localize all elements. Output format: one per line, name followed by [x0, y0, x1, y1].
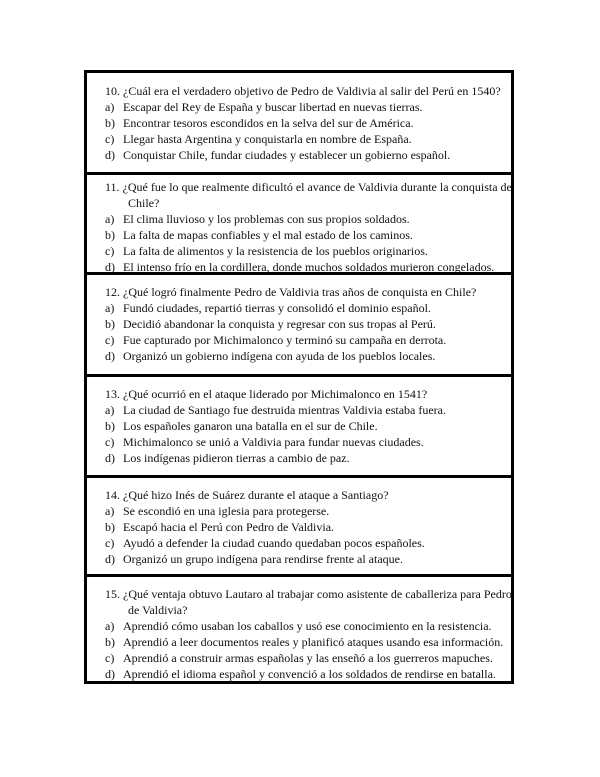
- question-line: [105, 179, 512, 195]
- option-letter: d): [105, 148, 115, 162]
- question-text: ¿Qué fue lo que realmente dificultó el avance de Valdivia durante la conquista de: [122, 180, 512, 194]
- option-b[interactable]: [105, 519, 505, 535]
- option-letter: c): [105, 435, 115, 449]
- option-text: Aprendió el idioma español y convenció a los soldados de rendirse en batalla.: [123, 667, 496, 681]
- question-number: 10.: [105, 84, 120, 98]
- option-text: Los indígenas pidieron tierras a cambio de paz.: [123, 451, 350, 465]
- option-text: La ciudad de Santiago fue destruida mientras Valdivia estaba fuera.: [123, 403, 446, 417]
- option-b[interactable]: [105, 227, 505, 243]
- option-a[interactable]: [105, 402, 505, 418]
- option-b[interactable]: [105, 634, 505, 650]
- option-text: El clima lluvioso y los problemas con sus propios soldados.: [123, 212, 410, 226]
- option-letter: b): [105, 228, 115, 242]
- option-c[interactable]: [105, 650, 505, 666]
- option-text: Ayudó a defender la ciudad cuando quedaban pocos españoles.: [123, 536, 425, 550]
- question-text: ¿Qué ventaja obtuvo Lautaro al trabajar como asistente de caballeriza para Pedro: [123, 587, 512, 601]
- question-block-10: [87, 73, 511, 172]
- option-letter: a): [105, 403, 115, 417]
- option-c[interactable]: [105, 434, 505, 450]
- option-letter: b): [105, 116, 115, 130]
- option-letter: a): [105, 212, 115, 226]
- option-letter: a): [105, 100, 115, 114]
- option-d[interactable]: [105, 666, 505, 682]
- option-a[interactable]: [105, 211, 505, 227]
- option-d[interactable]: [105, 450, 505, 466]
- option-text: Escapar del Rey de España y buscar libertad en nuevas tierras.: [123, 100, 423, 114]
- option-a[interactable]: [105, 618, 505, 634]
- question-line: [105, 386, 505, 402]
- question-block-11: [87, 172, 511, 272]
- question-text: ¿Qué ocurrió en el ataque liderado por Michimalonco en 1541?: [123, 387, 428, 401]
- option-text: Los españoles ganaron una batalla en el sur de Chile.: [123, 419, 378, 433]
- option-text: Michimalonco se unió a Valdivia para fundar nuevas ciudades.: [123, 435, 424, 449]
- option-text: La falta de mapas confiables y el mal estado de los caminos.: [123, 228, 413, 242]
- option-letter: a): [105, 301, 115, 315]
- option-letter: a): [105, 504, 115, 518]
- option-b[interactable]: [105, 418, 505, 434]
- option-text: Decidió abandonar la conquista y regresar con sus tropas al Perú.: [123, 317, 436, 331]
- option-a[interactable]: [105, 503, 505, 519]
- option-letter: d): [105, 552, 115, 566]
- option-letter: d): [105, 260, 115, 274]
- question-block-15: [87, 574, 511, 681]
- option-text: Conquistar Chile, fundar ciudades y establecer un gobierno español.: [123, 148, 451, 162]
- option-letter: b): [105, 635, 115, 649]
- question-block-13: [87, 374, 511, 475]
- question-line: [105, 487, 505, 503]
- option-letter: c): [105, 536, 115, 550]
- option-text: Escapó hacia el Perú con Pedro de Valdivia.: [123, 520, 335, 534]
- option-letter: c): [105, 333, 115, 347]
- option-text: Organizó un grupo indígena para rendirse frente al ataque.: [123, 552, 403, 566]
- option-text: Organizó un gobierno indígena con ayuda de los pueblos locales.: [123, 349, 436, 363]
- option-letter: c): [105, 244, 115, 258]
- quiz-box: [84, 70, 514, 684]
- option-d[interactable]: [105, 551, 505, 567]
- question-number: 14.: [105, 488, 120, 502]
- question-line: [105, 284, 505, 300]
- option-text: Fundó ciudades, repartió tierras y consolidó el dominio español.: [123, 301, 431, 315]
- option-b[interactable]: [105, 316, 505, 332]
- question-number: 11.: [105, 180, 120, 194]
- option-letter: d): [105, 349, 115, 363]
- option-letter: c): [105, 132, 115, 146]
- question-block-14: [87, 475, 511, 574]
- option-text: Encontrar tesoros escondidos en la selva del sur de América.: [123, 116, 414, 130]
- option-text: La falta de alimentos y la resistencia de los pueblos originarios.: [123, 244, 428, 258]
- option-text: Se escondió en una iglesia para protegerse.: [123, 504, 330, 518]
- option-a[interactable]: [105, 99, 505, 115]
- option-c[interactable]: [105, 243, 505, 259]
- option-letter: d): [105, 451, 115, 465]
- option-text: Fue capturado por Michimalonco y terminó su campaña en derrota.: [123, 333, 447, 347]
- question-text-continued: Chile?: [128, 196, 160, 210]
- option-letter: a): [105, 619, 115, 633]
- option-c[interactable]: [105, 332, 505, 348]
- option-letter: b): [105, 317, 115, 331]
- option-letter: b): [105, 419, 115, 433]
- option-text: El intenso frío en la cordillera, donde muchos soldados murieron congelados.: [123, 260, 495, 274]
- option-a[interactable]: [105, 300, 505, 316]
- option-b[interactable]: [105, 115, 505, 131]
- question-block-12: [87, 272, 511, 374]
- question-line: [105, 586, 512, 602]
- option-letter: b): [105, 520, 115, 534]
- question-text: ¿Qué logró finalmente Pedro de Valdivia tras años de conquista en Chile?: [123, 285, 477, 299]
- question-text: ¿Qué hizo Inés de Suárez durante el ataque a Santiago?: [123, 488, 389, 502]
- question-line: [105, 83, 505, 99]
- option-text: Aprendió cómo usaban los caballos y usó ese conocimiento en la resistencia.: [123, 619, 492, 633]
- option-c[interactable]: [105, 131, 505, 147]
- option-text: Llegar hasta Argentina y conquistarla en nombre de España.: [123, 132, 412, 146]
- option-text: Aprendió a construir armas españolas y las enseñó a los guerreros mapuches.: [123, 651, 493, 665]
- option-letter: d): [105, 667, 115, 681]
- option-d[interactable]: [105, 348, 505, 364]
- question-number: 12.: [105, 285, 120, 299]
- option-letter: c): [105, 651, 115, 665]
- question-text-continued: de Valdivia?: [128, 603, 188, 617]
- question-number: 13.: [105, 387, 120, 401]
- option-c[interactable]: [105, 535, 505, 551]
- question-number: 15.: [105, 587, 120, 601]
- question-text: ¿Cuál era el verdadero objetivo de Pedro de Valdivia al salir del Perú en 1540?: [123, 84, 501, 98]
- option-text: Aprendió a leer documentos reales y planificó ataques usando esa información.: [123, 635, 504, 649]
- option-d[interactable]: [105, 147, 505, 163]
